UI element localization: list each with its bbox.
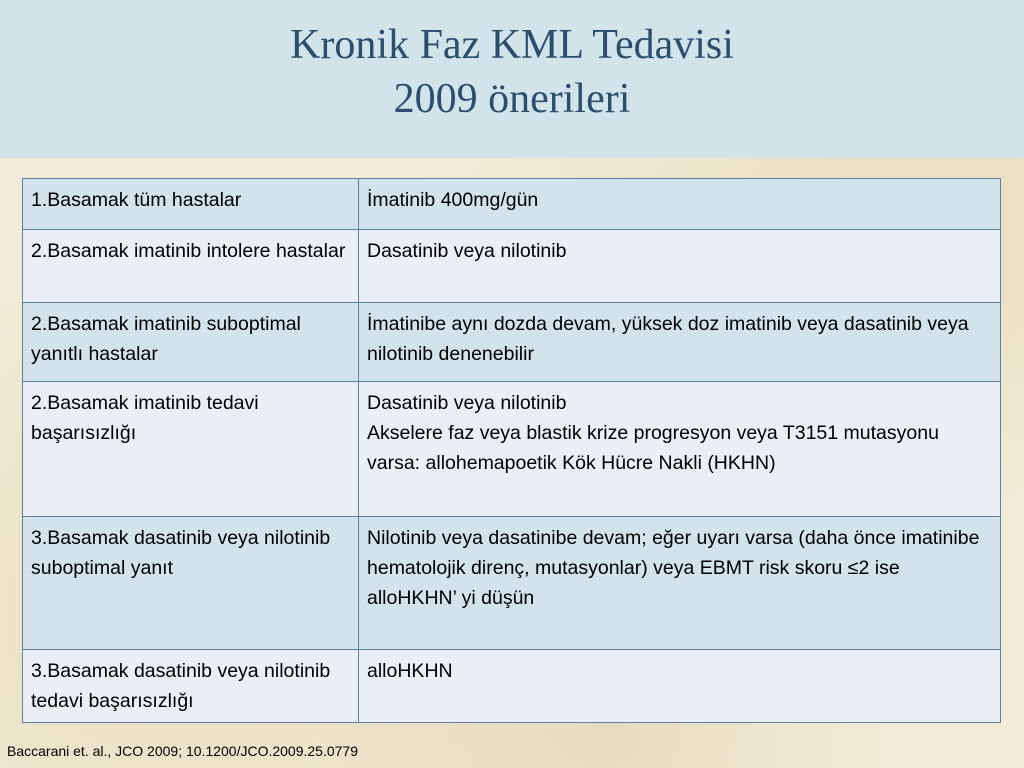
table-row bbox=[23, 382, 1001, 517]
citation: Baccarani et. al., JCO 2009; 10.1200/JCO.2009.25.0779 bbox=[7, 743, 359, 759]
treatment-cell: Dasatinib veya nilotinib bbox=[359, 230, 1001, 303]
table-row bbox=[23, 517, 1001, 650]
treatment-table bbox=[22, 178, 1001, 723]
slide-title-line-2: 2009 önerileri bbox=[393, 76, 631, 122]
table-row bbox=[23, 179, 1001, 230]
slide-title bbox=[0, 18, 1024, 126]
treatment-cell: Dasatinib veya nilotinib Akselere faz veya blastik krize progresyon veya T3151 mutasyonu varsa: allohemapoetik Kök Hücre Nakli (HKHN) bbox=[359, 382, 1001, 517]
slide-title-line-1: Kronik Faz KML Tedavisi bbox=[290, 22, 734, 68]
table-row bbox=[23, 650, 1001, 723]
table-row bbox=[23, 230, 1001, 303]
step-cell: 1.Basamak tüm hastalar bbox=[23, 179, 359, 230]
step-cell: 3.Basamak dasatinib veya nilotinib suboptimal yanıt bbox=[23, 517, 359, 650]
treatment-cell: Nilotinib veya dasatinibe devam; eğer uyarı varsa (daha önce imatinibe hematolojik direnç, mutasyonlar) veya EBMT risk skoru ≤2 ise alloHKHN’ yi düşün bbox=[359, 517, 1001, 650]
step-cell: 2.Basamak imatinib intolere hastalar bbox=[23, 230, 359, 303]
step-cell: 2.Basamak imatinib tedavi başarısızlığı bbox=[23, 382, 359, 517]
treatment-cell: İmatinibe aynı dozda devam, yüksek doz imatinib veya dasatinib veya nilotinib denenebilir bbox=[359, 303, 1001, 382]
table-row bbox=[23, 303, 1001, 382]
step-cell: 2.Basamak imatinib suboptimal yanıtlı hastalar bbox=[23, 303, 359, 382]
treatment-cell: İmatinib 400mg/gün bbox=[359, 179, 1001, 230]
treatment-cell: alloHKHN bbox=[359, 650, 1001, 723]
step-cell: 3.Basamak dasatinib veya nilotinib tedavi başarısızlığı bbox=[23, 650, 359, 723]
